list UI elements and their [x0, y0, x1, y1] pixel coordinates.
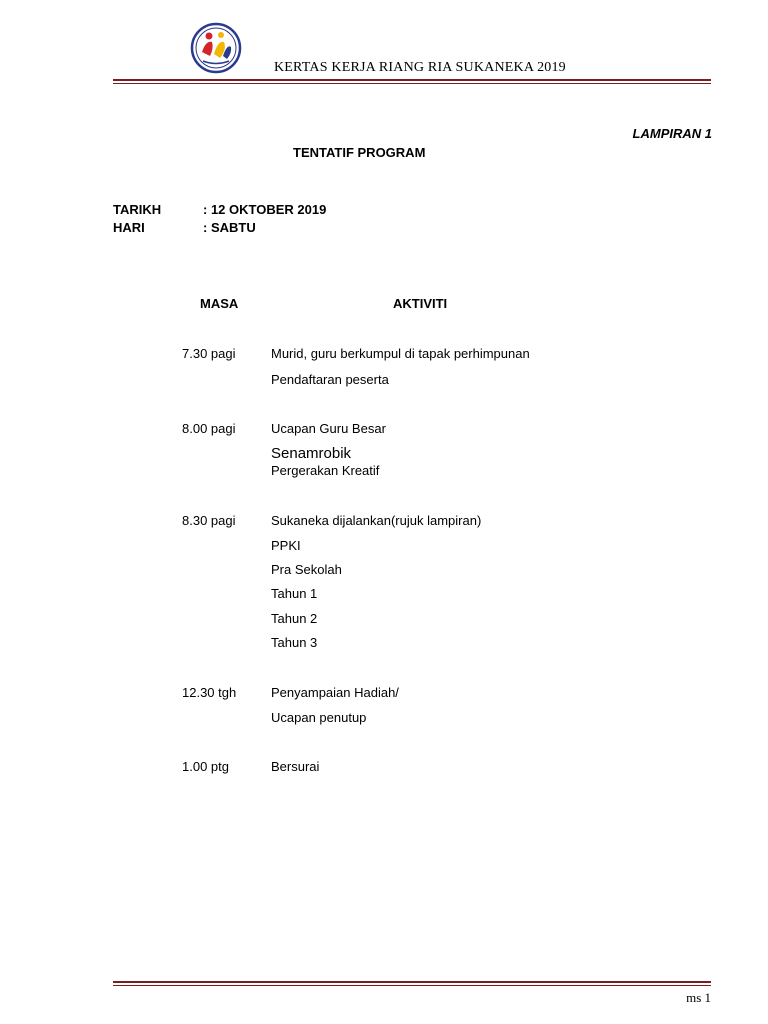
schedule-time: 12.30 tgh	[182, 685, 237, 700]
schedule-activity: Pendaftaran peserta	[271, 372, 389, 387]
schedule-activity: PPKI	[271, 538, 301, 553]
schedule-activity: Tahun 2	[271, 611, 318, 626]
hari-value: : SABTU	[203, 220, 256, 235]
header-rule-thin	[113, 83, 711, 84]
schedule-time: 1.00 ptg	[182, 759, 229, 774]
header-rule	[113, 79, 711, 81]
schedule-activity: Sukaneka dijalankan(rujuk lampiran)	[271, 513, 482, 528]
schedule-activity: Pergerakan Kreatif	[271, 463, 380, 478]
schedule-activity: Tahun 3	[271, 635, 318, 650]
header-title: KERTAS KERJA RIANG RIA SUKANEKA 2019	[274, 60, 566, 75]
tarikh-value: : 12 OKTOBER 2019	[203, 202, 327, 217]
schedule-time: 8.30 pagi	[182, 513, 236, 528]
schedule-activity: Tahun 1	[271, 586, 318, 601]
page-title: TENTATIF PROGRAM	[293, 145, 426, 160]
footer-rule	[113, 981, 711, 983]
tarikh-label: TARIKH	[113, 202, 162, 217]
hari-label: HARI	[113, 220, 145, 235]
lampiran-label: LAMPIRAN 1	[632, 126, 712, 141]
schedule-activity: Ucapan Guru Besar	[271, 421, 386, 436]
schedule-activity: Murid, guru berkumpul di tapak perhimpunan	[271, 346, 530, 361]
schedule-time: 8.00 pagi	[182, 421, 236, 436]
schedule-activity: Bersurai	[271, 759, 320, 774]
schedule-activity: Ucapan penutup	[271, 710, 367, 725]
schedule-activity: Senamrobik	[271, 445, 352, 462]
schedule-time: 7.30 pagi	[182, 346, 236, 361]
column-header-aktiviti: AKTIVITI	[393, 296, 448, 311]
page-number: ms 1	[686, 990, 711, 1005]
footer-rule-thin	[113, 985, 711, 986]
schedule-activity: Penyampaian Hadiah/	[271, 685, 399, 700]
column-header-masa: MASA	[200, 296, 239, 311]
schedule-activity: Pra Sekolah	[271, 562, 342, 577]
hari-sukan-negara-logo-icon	[190, 22, 242, 74]
